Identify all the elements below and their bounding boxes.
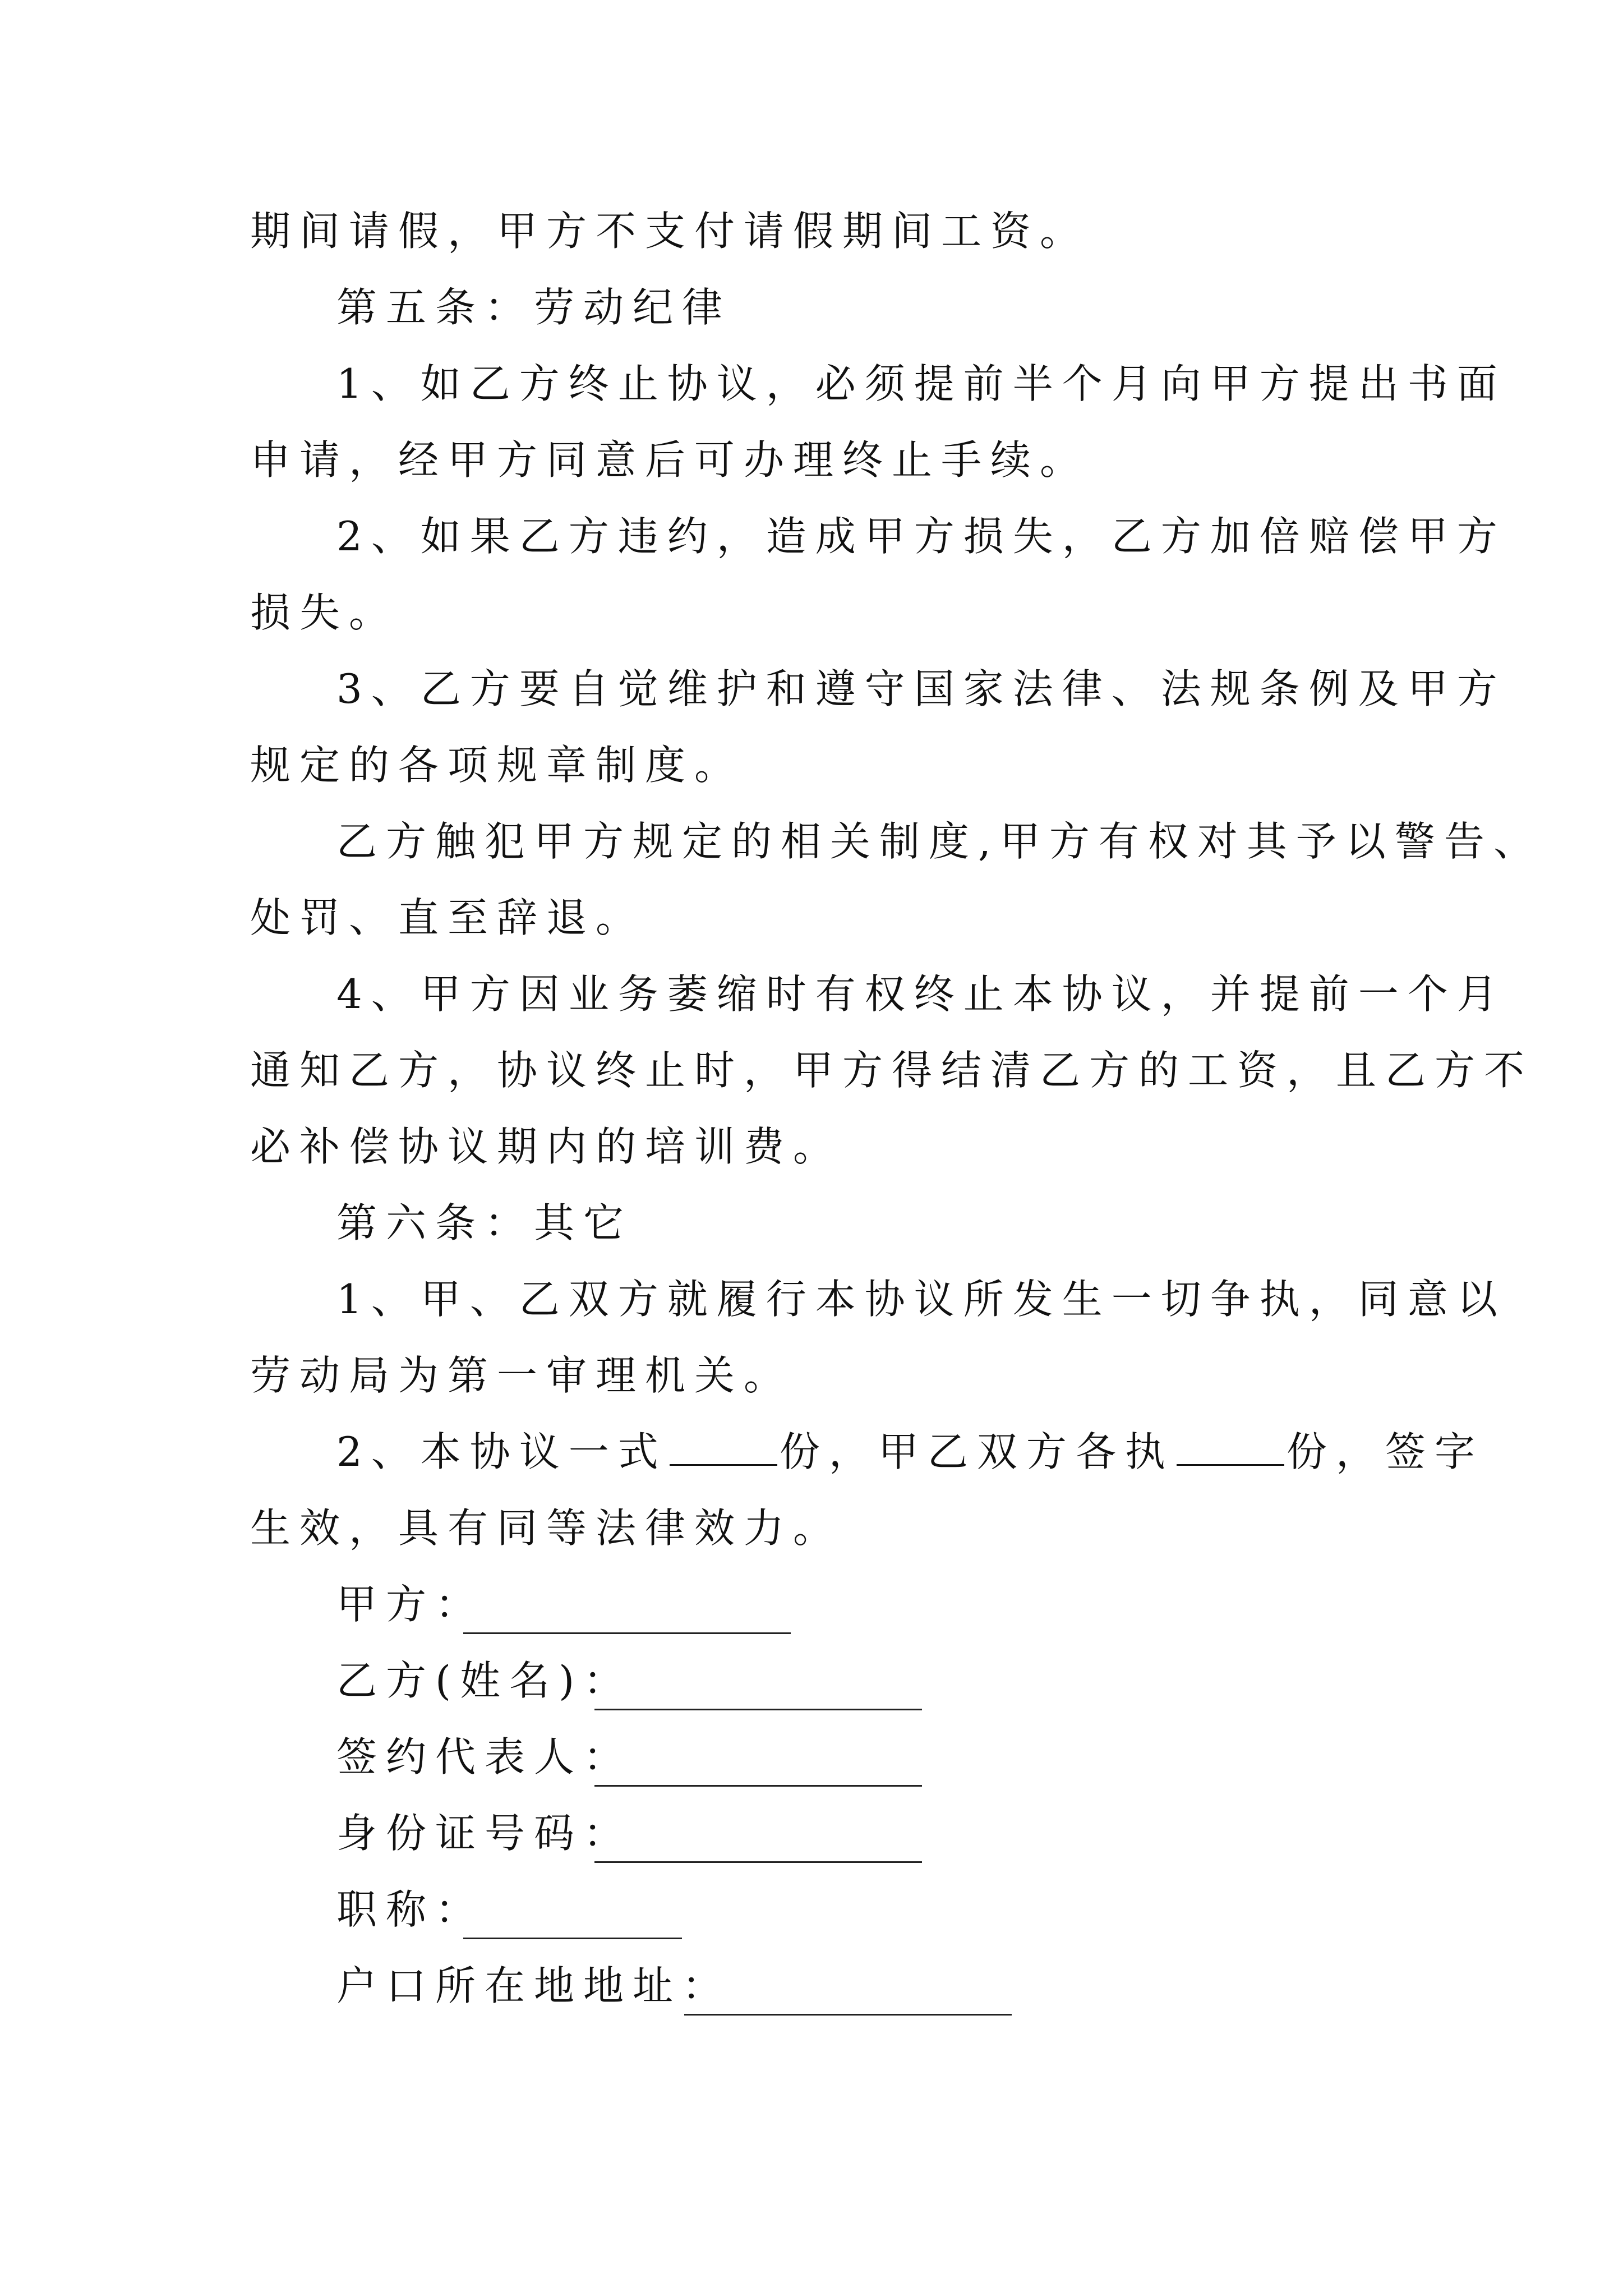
copies-text-2: 份，甲乙双方各执	[779, 1428, 1174, 1475]
text-line: 劳动局为第一审理机关。	[250, 1352, 794, 1399]
text-line: 期间请假，甲方不支付请假期间工资。	[250, 208, 1090, 255]
text-line: 损失。	[250, 589, 399, 636]
household-address-blank[interactable]	[684, 2014, 1012, 2016]
text-line: 4、甲方因业务萎缩时有权终止本协议，并提前一个月	[336, 970, 1506, 1018]
field-label-representative: 签约代表人：	[336, 1733, 633, 1780]
field-label-household-address: 户口所在地地址：	[336, 1962, 732, 2009]
id-number-blank[interactable]	[594, 1861, 922, 1863]
field-label-title: 职称：	[336, 1886, 485, 1933]
text-line: 规定的各项规章制度。	[250, 742, 744, 789]
party-b-name-blank[interactable]	[594, 1709, 922, 1710]
section-heading-article-5: 第五条：劳动纪律	[336, 284, 732, 331]
party-a-blank[interactable]	[463, 1632, 791, 1634]
section-heading-article-6: 第六条：其它	[336, 1199, 633, 1246]
text-line: 必补偿协议期内的培训费。	[250, 1123, 843, 1170]
representative-blank[interactable]	[594, 1785, 922, 1787]
copies-line	[336, 1425, 1484, 1479]
text-line: 1、甲、乙双方就履行本协议所发生一切争执，同意以	[336, 1276, 1506, 1323]
copies-total-blank[interactable]	[670, 1427, 777, 1466]
text-line: 处罚、直至辞退。	[250, 894, 645, 941]
field-label-party-b-name: 乙方(姓名)：	[336, 1657, 633, 1704]
field-label-party-a: 甲方：	[336, 1581, 485, 1628]
title-blank[interactable]	[463, 1938, 682, 1939]
copies-text-3: 份，签字	[1286, 1428, 1484, 1475]
text-line: 生效，具有同等法律效力。	[250, 1504, 843, 1552]
text-line: 2、如果乙方违约，造成甲方损失，乙方加倍赔偿甲方	[336, 513, 1506, 560]
copies-text-1: 2、本协议一式	[336, 1428, 667, 1475]
text-line: 乙方触犯甲方规定的相关制度,甲方有权对其予以警告、	[336, 818, 1543, 865]
field-label-id-number: 身份证号码：	[336, 1810, 633, 1857]
text-line: 1、如乙方终止协议，必须提前半个月向甲方提出书面	[336, 360, 1506, 407]
text-line: 申请，经甲方同意后可办理终止手续。	[250, 436, 1090, 484]
copies-each-blank[interactable]	[1177, 1427, 1284, 1466]
text-line: 3、乙方要自觉维护和遵守国家法律、法规条例及甲方	[336, 665, 1506, 712]
text-line: 通知乙方，协议终止时，甲方得结清乙方的工资，且乙方不	[250, 1047, 1534, 1094]
